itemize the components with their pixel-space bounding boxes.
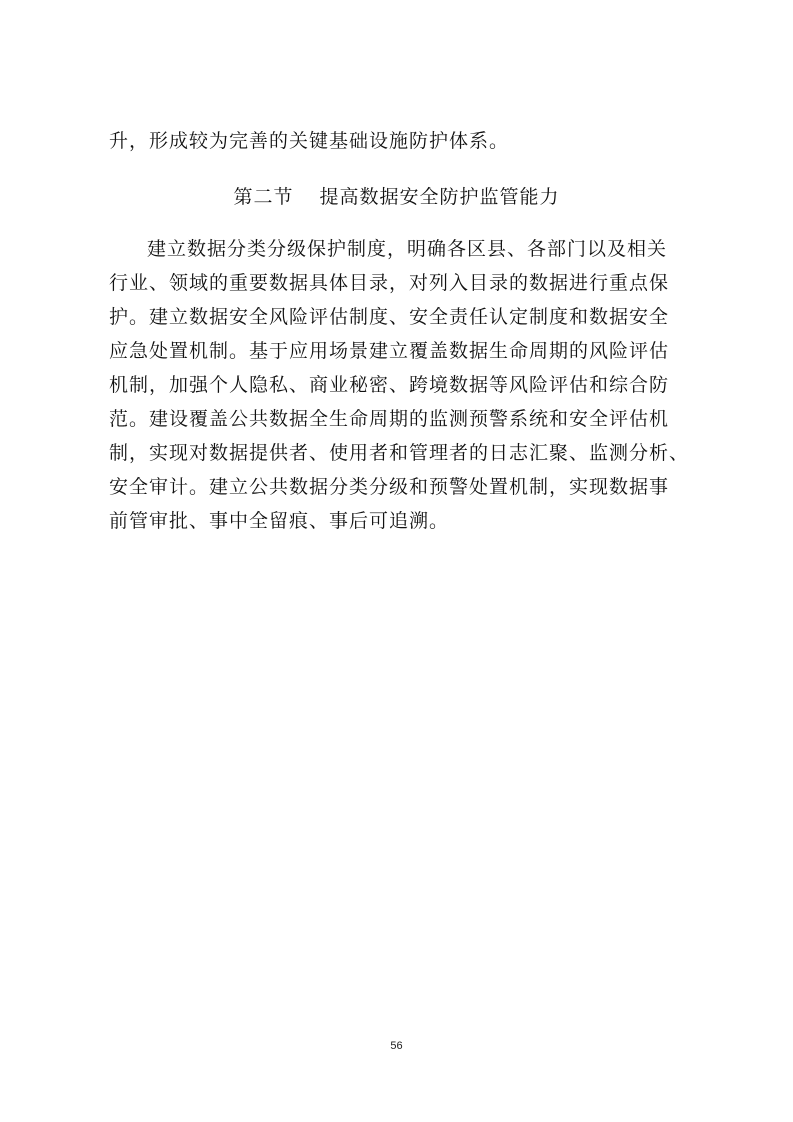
paragraph-line: 行业、领域的重要数据具体目录，对列入目录的数据进行重点保 [109,272,670,294]
section-title: 提高数据安全防护监管能力 [319,186,560,208]
paragraph-line: 安全审计。建立公共数据分类分级和预警处置机制，实现数据事 [109,476,670,498]
body-paragraph [109,232,689,538]
continuation-line: 升，形成较为完善的关键基础设施防护体系。 [109,130,510,152]
paragraph-line: 范。建设覆盖公共数据全生命周期的监测预警系统和安全评估机 [109,408,670,430]
paragraph-line: 制，实现对数据提供者、使用者和管理者的日志汇聚、监测分析、 [109,442,690,464]
section-heading [0,180,793,214]
paragraph-line: 应急处置机制。基于应用场景建立覆盖数据生命周期的风险评估 [109,340,670,362]
paragraph-line: 建立数据分类分级保护制度，明确各区县、各部门以及相关 [147,238,668,260]
paragraph-line: 护。建立数据安全风险评估制度、安全责任认定制度和数据安全 [109,306,670,328]
section-number: 第二节 [233,186,294,208]
paragraph-line: 机制，加强个人隐私、商业秘密、跨境数据等风险评估和综合防 [109,374,670,396]
page-number: 56 [390,1040,403,1052]
paragraph-line: 前管审批、事中全留痕、事后可追溯。 [109,510,450,532]
